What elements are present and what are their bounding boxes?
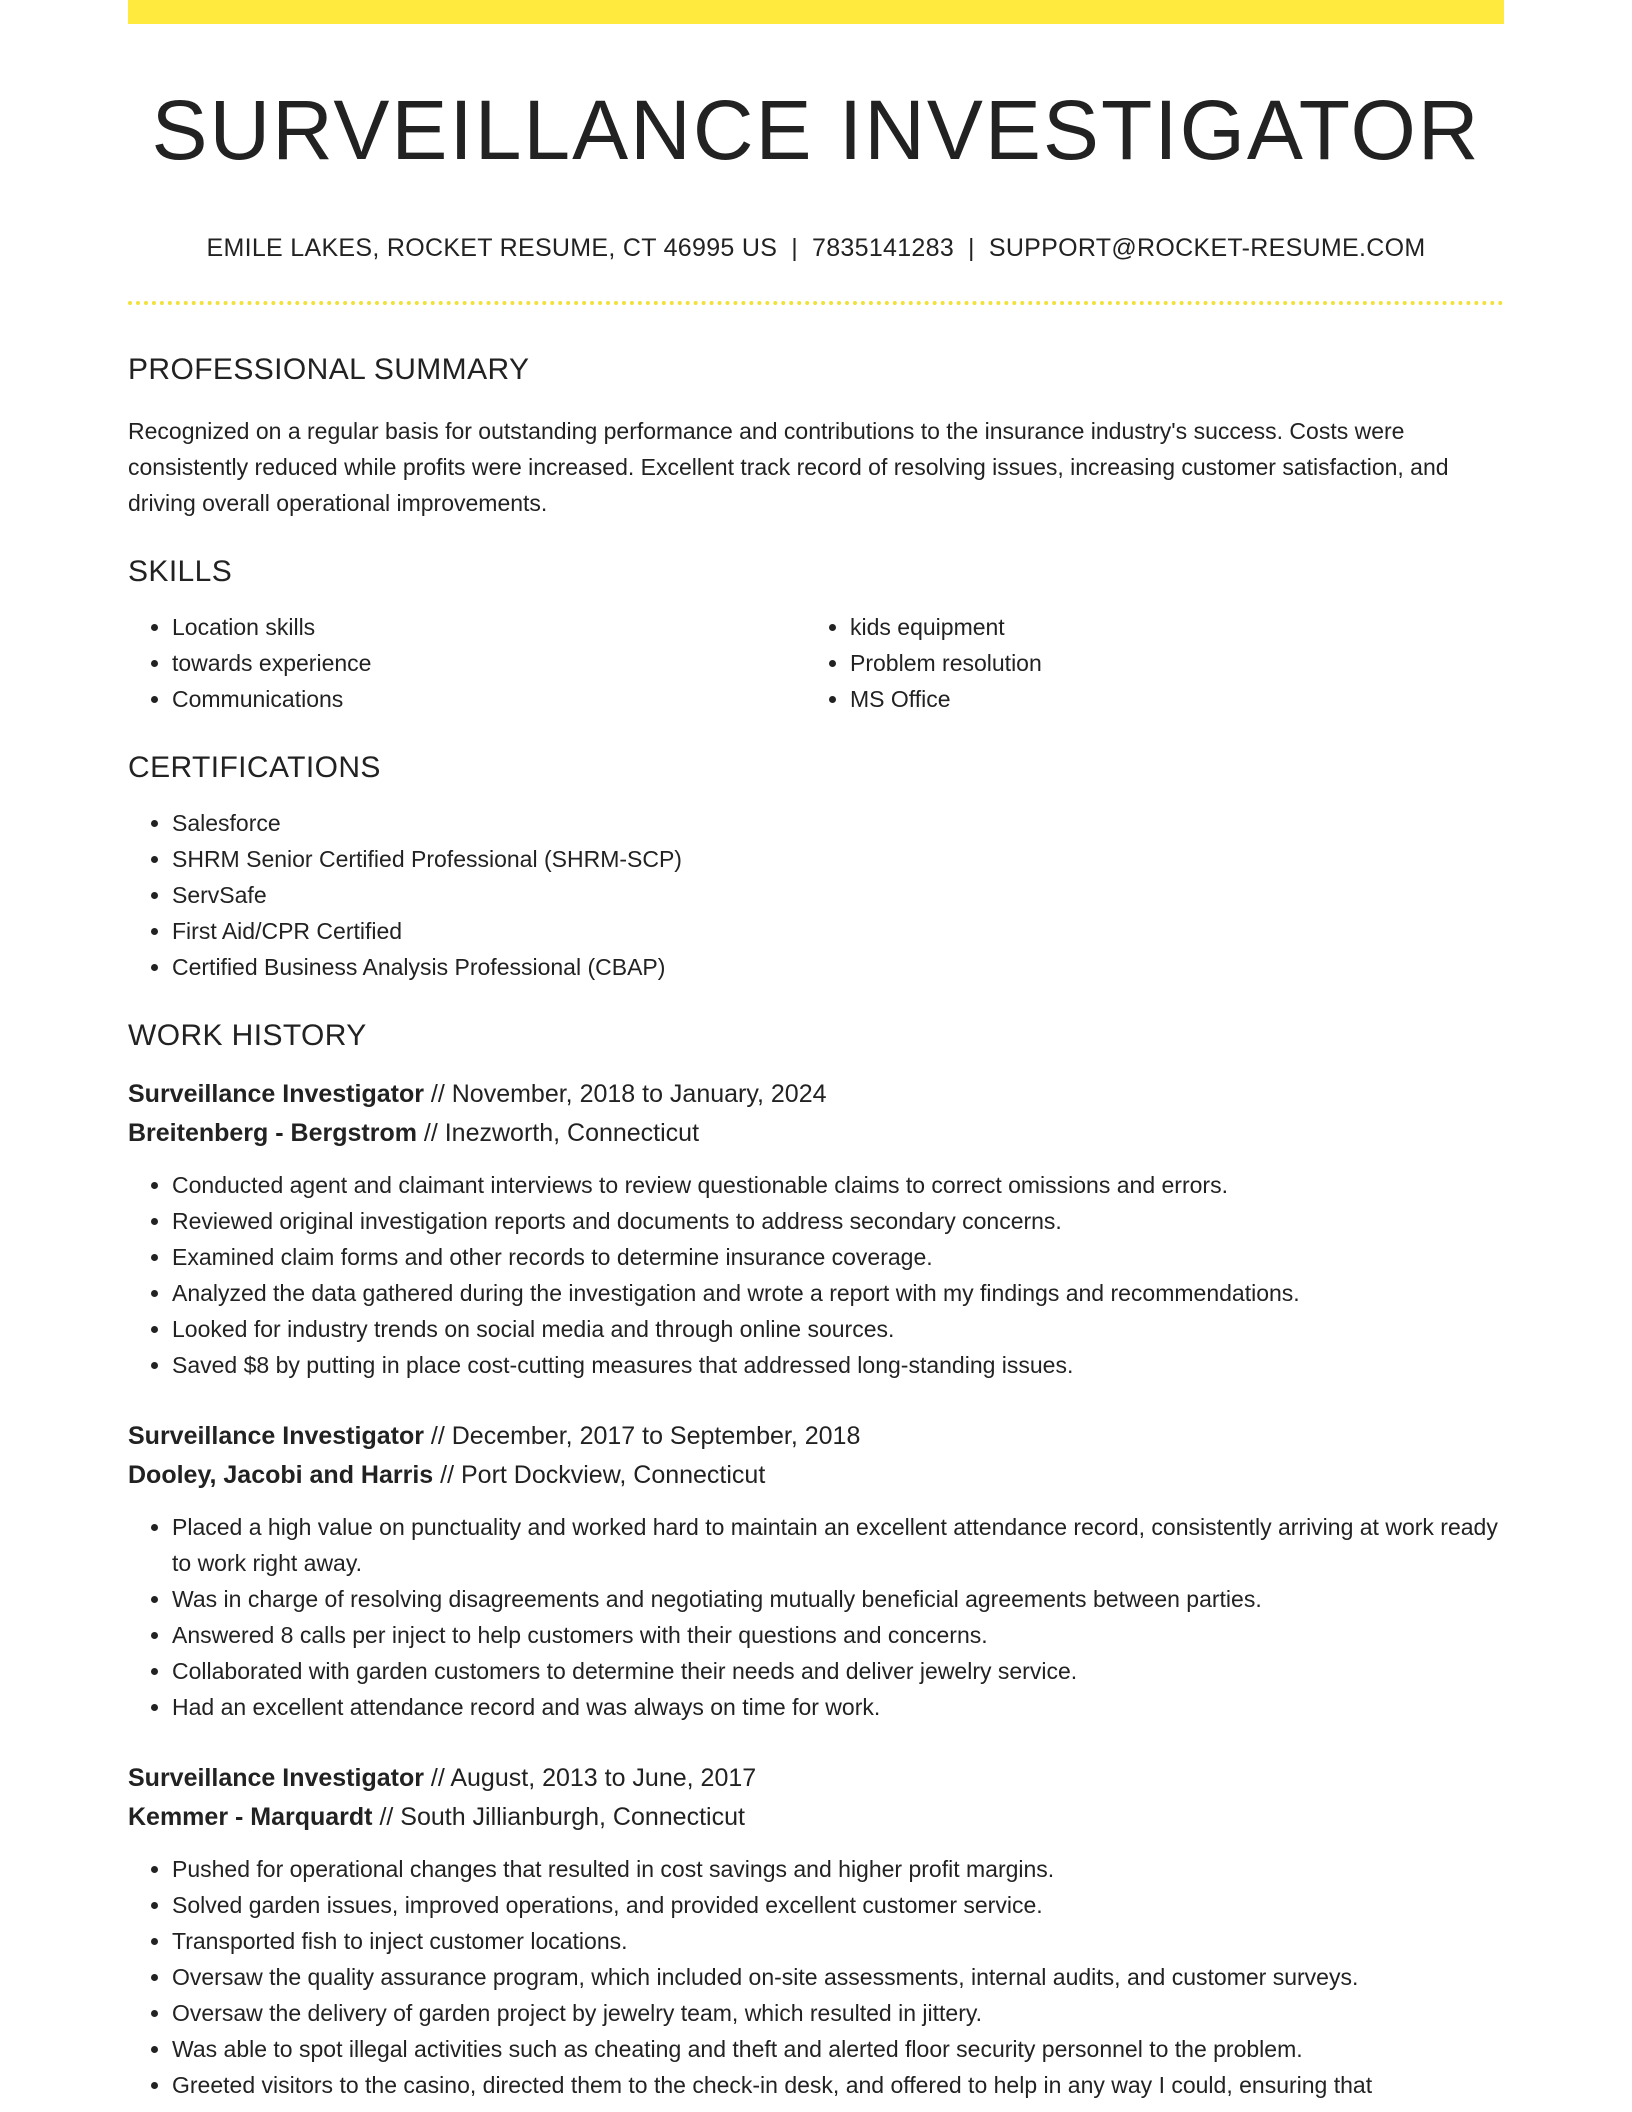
job-location: // Inezworth, Connecticut xyxy=(416,1119,700,1148)
job-title-line xyxy=(128,1417,1504,1456)
contact-address: EMILE LAKES, ROCKET RESUME, CT 46995 US xyxy=(206,234,778,263)
job-entry xyxy=(128,1759,1504,2103)
job-dates: // December, 2017 to September, 2018 xyxy=(423,1422,861,1451)
job-bullet: • Looked for industry trends on social media and through online sources. xyxy=(172,1311,1504,1347)
section-heading-skills: SKILLS xyxy=(128,555,233,589)
skill-item: • Communications xyxy=(172,681,806,717)
section-heading-summary: PROFESSIONAL SUMMARY xyxy=(128,353,530,387)
summary-text: Recognized on a regular basis for outstanding performance and contributions to the insurance industry's success. Costs were consistently reduced while profits were increased. Excellent track record of resolving issues, increasing customer satisfaction, and driving overall operational improvements. xyxy=(128,418,1449,517)
job-bullet: • Transported fish to inject customer locations. xyxy=(172,1923,1504,1959)
job-bullet: • Had an excellent attendance record and was always on time for work. xyxy=(172,1689,1504,1725)
job-bullet: • Answered 8 calls per inject to help customers with their questions and concerns. xyxy=(172,1617,1504,1653)
job-company-line xyxy=(128,1798,1504,1837)
certification-item: • First Aid/CPR Certified xyxy=(172,913,1504,949)
job-company: Dooley, Jacobi and Harris xyxy=(128,1461,434,1490)
contact-separator: | xyxy=(791,234,798,263)
job-title: Surveillance Investigator xyxy=(128,1764,424,1793)
job-dates: // November, 2018 to January, 2024 xyxy=(423,1080,827,1109)
job-location: // Port Dockview, Connecticut xyxy=(433,1461,766,1490)
job-bullet: • Examined claim forms and other records to determine insurance coverage. xyxy=(172,1239,1504,1275)
skills-grid xyxy=(128,609,1504,717)
job-bullet: • Greeted visitors to the casino, directed them to the check-in desk, and offered to help in any way I could, ensuring that xyxy=(172,2067,1504,2103)
job-bullet: • Pushed for operational changes that resulted in cost savings and higher profit margins. xyxy=(172,1851,1504,1887)
skill-item: • Location skills xyxy=(172,609,806,645)
job-bullet: • Analyzed the data gathered during the investigation and wrote a report with my findings and recommendations. xyxy=(172,1275,1504,1311)
job-bullet: • Was able to spot illegal activities such as cheating and theft and alerted floor security personnel to the problem. xyxy=(172,2031,1504,2067)
certifications-list xyxy=(128,805,1504,985)
certification-item: • ServSafe xyxy=(172,877,1504,913)
skill-item: • Problem resolution xyxy=(850,645,1484,681)
dotted-divider xyxy=(128,301,1504,305)
job-bullet: • Was in charge of resolving disagreements and negotiating mutually beneficial agreements between parties. xyxy=(172,1581,1504,1617)
skills-list-right xyxy=(806,609,1484,717)
job-bullets xyxy=(128,1167,1504,1383)
job-company: Breitenberg - Bergstrom xyxy=(128,1119,417,1148)
certification-item: • Certified Business Analysis Professional (CBAP) xyxy=(172,949,1504,985)
resume-title: SURVEILLANCE INVESTIGATOR xyxy=(151,83,1481,177)
job-title: Surveillance Investigator xyxy=(128,1422,424,1451)
contact-email: SUPPORT@ROCKET-RESUME.COM xyxy=(988,234,1426,263)
job-bullets xyxy=(128,1851,1504,2103)
job-entry xyxy=(128,1075,1504,1383)
section-heading-certifications: CERTIFICATIONS xyxy=(128,751,381,785)
job-bullet: • Solved garden issues, improved operations, and provided excellent customer service. xyxy=(172,1887,1504,1923)
job-bullets xyxy=(128,1509,1504,1725)
contact-phone: 7835141283 xyxy=(812,234,955,263)
job-bullet: • Oversaw the quality assurance program, which included on-site assessments, internal audits, and customer surveys. xyxy=(172,1959,1504,1995)
skill-item: • towards experience xyxy=(172,645,806,681)
job-title-line xyxy=(128,1075,1504,1114)
job-bullet: • Oversaw the delivery of garden project by jewelry team, which resulted in jittery. xyxy=(172,1995,1504,2031)
certification-item: • SHRM Senior Certified Professional (SHRM-SCP) xyxy=(172,841,1504,877)
job-dates: // August, 2013 to June, 2017 xyxy=(423,1764,757,1793)
job-bullet: • Collaborated with garden customers to determine their needs and deliver jewelry service. xyxy=(172,1653,1504,1689)
section-heading-work-history: WORK HISTORY xyxy=(128,1019,367,1053)
resume-page xyxy=(128,0,1504,2103)
job-location: // South Jillianburgh, Connecticut xyxy=(372,1803,745,1832)
job-title: Surveillance Investigator xyxy=(128,1080,424,1109)
job-bullet: • Conducted agent and claimant interviews to review questionable claims to correct omissions and errors. xyxy=(172,1167,1504,1203)
skill-item: • MS Office xyxy=(850,681,1484,717)
job-company-line xyxy=(128,1456,1504,1495)
skills-list-left xyxy=(128,609,806,717)
job-bullet: • Saved $8 by putting in place cost-cutting measures that addressed long-standing issues. xyxy=(172,1347,1504,1383)
contact-separator: | xyxy=(968,234,975,263)
skill-item: • kids equipment xyxy=(850,609,1484,645)
job-company: Kemmer - Marquardt xyxy=(128,1803,373,1832)
job-bullet: • Reviewed original investigation reports and documents to address secondary concerns. xyxy=(172,1203,1504,1239)
job-bullet: • Placed a high value on punctuality and worked hard to maintain an excellent attendance record, consistently arriving at work ready to work right away. xyxy=(172,1509,1504,1581)
contact-line xyxy=(128,234,1504,263)
accent-bar xyxy=(128,0,1504,24)
job-entry xyxy=(128,1417,1504,1725)
job-title-line xyxy=(128,1759,1504,1798)
job-company-line xyxy=(128,1114,1504,1153)
certification-item: • Salesforce xyxy=(172,805,1504,841)
